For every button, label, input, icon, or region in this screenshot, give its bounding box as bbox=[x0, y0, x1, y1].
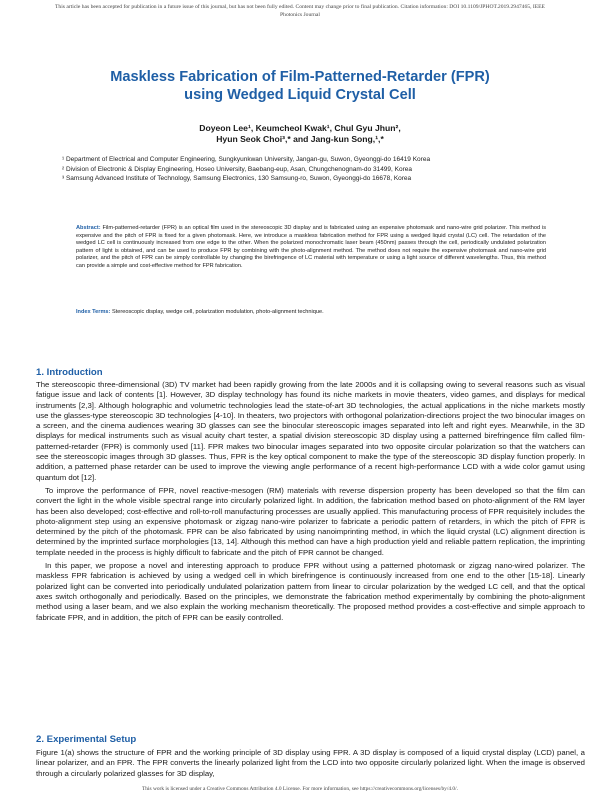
index-terms-text: Stereoscopic display, wedge cell, polarization modulation, photo-alignment technique. bbox=[111, 309, 324, 315]
author-list bbox=[60, 123, 540, 145]
experimental-setup-body bbox=[36, 748, 585, 779]
license-footer: This work is licensed under a Creative Commons Attribution 4.0 License. For more information, see https://creativecommons.org/licenses/by/4.0/. bbox=[142, 786, 458, 792]
abstract-label: Abstract: bbox=[76, 225, 101, 231]
affiliations bbox=[40, 155, 560, 184]
journal-name: Photonics Journal bbox=[280, 11, 320, 18]
abstract-text: Film-patterned-retarder (FPR) is an optical film used in the stereoscopic 3D display and is fabricated using an expensive photomask and nano-wire grid polarizer. This method is expensive and the pitch of FPR is fixed for a given photomask. Here, we introduce a maskless fabrication method for FPR using a wedged liquid crystal (LC) cell. The retardation of the wedged LC cell is continuously increased from one edge to the other. When the polarized monochromatic laser beam (450nm) passes through the cell, periodically undulated polarization pattern of light is obtained, and can be used to produce FPR by combining with the photo-alignment method. The method does not require the expensive photomask and nano-wire grid polarizer, and the pitch of FPR can be simply controllable by changing the birefringence of LC material with temperature or using a light source of different wavelengths. Thus, this method can provide a simple and cost-effective method for FPR fabrication. bbox=[76, 225, 546, 269]
affiliation-2: ² Division of Electronic & Display Engineering, Hoseo University, Baebang-eup, Asan, Chungchenognam-do 31499, Korea bbox=[62, 165, 412, 173]
affiliation-3: ³ Samsung Advanced Institute of Technology, Samsung Electronics, 130 Samsung-ro, Suwon, Gyeonggi-do 16678, Korea bbox=[62, 175, 412, 183]
paper-title bbox=[40, 68, 560, 104]
index-terms bbox=[76, 309, 546, 317]
title-line-1: Maskless Fabrication of Film-Patterned-Retarder (FPR) bbox=[110, 69, 490, 85]
authors-line-2: Hyun Seok Choi³,* and Jang-kun Song,¹,* bbox=[216, 134, 384, 144]
title-line-2: using Wedged Liquid Crystal Cell bbox=[184, 87, 416, 103]
abstract bbox=[76, 225, 546, 270]
affiliation-1: ¹ Department of Electrical and Computer Engineering, Sungkyunkwan University, Jangan-gu, Suwon, Gyeonggi-do 16419 Korea bbox=[62, 156, 431, 163]
introduction-heading: 1. Introduction bbox=[36, 367, 103, 378]
introduction-body bbox=[36, 380, 585, 623]
authors-line-1: Doyeon Lee¹, Keumcheol Kwak¹, Chul Gyu Jhun², bbox=[199, 123, 401, 133]
intro-paragraph-2: To improve the performance of FPR, novel reactive-mesogen (RM) materials with reverse dispersion property has been developed so that the film can convert the light in the whole visible spectral range into circularly polarized light. In addition, the fabrication method based on photo-alignment of the RM layer has been also developed; cost-effective and roll-to-roll manufacturing processes are usually applied. This manufacturing process of FPR requisitely includes the photo-alignment step using an expensive photomask or zigzag nano-wire polarizer to fabricate a periodic pattern of retarders, in which the pitch of FPR is determined by the pitch of the photomask. FPR can be also fabricated by using nanoimprinting method, in which the liquid crystal (LC) alignment direction is determined by the imprinted surface morphologies [13, 14]. Although this method can have a high production yield and reliable pattern replication, the imprinting template needed in the process is highly difficult to fabricate and the pitch of FPR cannot be changed. bbox=[36, 485, 585, 557]
setup-paragraph-1: Figure 1(a) shows the structure of FPR and the working principle of 3D display using FPR. A 3D display is composed of a liquid crystal display (LCD) panel, a linear polarizer, and an FPR. The FPR converts the linearly polarized light from the LCD into two opposite circularly polarized light. When the image is observed through a circularly polarized glasses for 3D display, bbox=[36, 748, 585, 778]
intro-paragraph-3: In this paper, we propose a novel and interesting approach to produce FPR without using a patterned photomask or zigzag nano-wired polarizer. The maskless FPR fabrication is achieved by using a wedged cell in which birefringence is continuously increased from one end to the other [15-18]. Linearly polarized light can be converted into periodically undulated polarization pattern from linear to circular polarization by the wedged LC cell, and that the optical axes switch orthogonally and periodically. Based on the principles, we demonstrate the fabrication method experimentally by combining the photo-alignment method using a laser beam, and we also explain the working mechanism theoretically. The proposed method provides a cost-effective and simple approach to fabricate FPR, and in addition, the pitch of FPR can be easily controlled. bbox=[36, 561, 585, 622]
index-terms-label: Index Terms: bbox=[76, 309, 111, 315]
notice-text: This article has been accepted for publication in a future issue of this journal, but has not been fully edited. Content may change prior to final publication. Citation information: DOI 10.1109/JPHOT.2019.2947465, IEEE bbox=[55, 4, 545, 10]
experimental-setup-heading: 2. Experimental Setup bbox=[36, 734, 137, 745]
publication-notice bbox=[0, 4, 600, 19]
intro-paragraph-1: The stereoscopic three-dimensional (3D) TV market had been rapidly growing from the late 2000s and it is collapsing owing to several reasons such as visual fatigue issue and lack of contents [1]. However, 3D display technology has found its niche markets in movie theaters, video games, and displays for medical instruments [2,3]. Although holographic and volumetric technologies lead the state-of-art 3D technologies, the actual applications in the niche markets mostly use the glasses-type stereoscopic 3D technologies [4-10]. In theaters, two projectors with orthogonal polarization-directions project the two binocular images on a screen, and the cinema audiences wearing 3D glasses can see the binocular stereoscopic images separated into left and right eyes. Meanwhile, in the 3D displays for medical instruments such as visual acuity chart tester, a spatial division stereoscopic 3D display using a patterned birefringence film called film-patterned-retarder (FPR) is commonly used [11]. FPR makes two binocular images separated into two opposite circular polarization so that the watchers can see the stereoscopic images through 3D glasses. Thus, FPR is the key optical component to make the type of the stereoscopic 3D display function properly. In addition, a patterned phase retarder can be used to improve the viewing angle performance of a recent high-performance LCD with a wide color gamut using quantum dot [12]. bbox=[36, 380, 585, 482]
